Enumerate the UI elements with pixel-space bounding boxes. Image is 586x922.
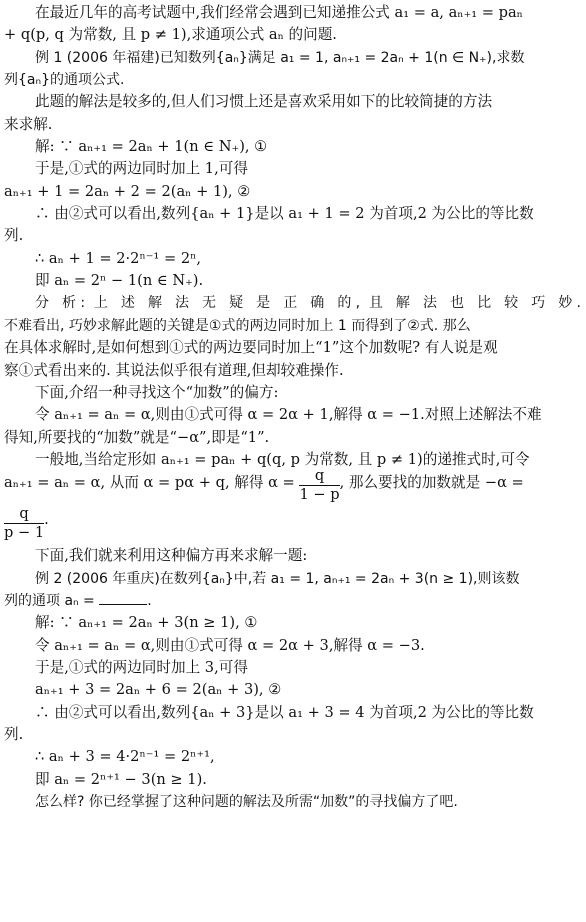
paragraph-line: 下面,介绍一种寻找这个“加数”的偏方:: [35, 383, 279, 401]
paragraph-line: 在具体求解时,是如何想到①式的两边要同时加上“1”这个加数呢? 有人说是观: [4, 339, 498, 357]
fraction-q-over-1-minus-p: [299, 467, 339, 504]
formula-text: , 那么要找的加数就是 −α =: [339, 474, 524, 492]
example-2-text: [4, 590, 581, 612]
equation-line: aₙ₊₁ + 1 = 2aₙ + 2 = 2(aₙ + 1), ②: [4, 182, 251, 200]
solution-line: 解: ∵ aₙ₊₁ = 2aₙ + 3(n ≥ 1), ①: [35, 614, 258, 632]
formula-text: .: [44, 511, 49, 529]
equation-line: 即 aₙ = 2ⁿ⁺¹ − 3(n ≥ 1).: [35, 770, 207, 788]
paragraph-line: 得知,所要找的“加数”就是“−α”,即是“1”.: [4, 428, 270, 446]
fraction-numerator: q: [299, 467, 339, 486]
example-2-heading: 例 2 (2006 年重庆)在数列{aₙ}中,若 a₁ = 1, aₙ₊₁ = 2aₙ + 3(n ≥ 1),则该数: [35, 570, 520, 587]
paragraph-line: 来求解.: [4, 115, 53, 133]
solution-line: 令 aₙ₊₁ = aₙ = α,则由①式可得 α = 2α + 3,解得 α = −3.: [35, 636, 425, 654]
solution-line: 列.: [4, 227, 24, 245]
fraction-numerator: q: [4, 505, 44, 524]
solution-line: ∴ 由②式可以看出,数列{aₙ + 3}是以 a₁ + 3 = 4 为首项,2 为公比的等比数: [35, 703, 534, 721]
example-1-text: 列{aₙ}的通项公式.: [4, 72, 125, 89]
paragraph-line: 此题的解法是较多的,但人们习惯上还是喜欢采用如下的比较简捷的方法: [35, 93, 493, 111]
example-2-tail: 列的通项 aₙ =: [4, 592, 95, 609]
equation-line: ∴ aₙ + 1 = 2·2ⁿ⁻¹ = 2ⁿ,: [35, 249, 202, 267]
paragraph-line: 令 aₙ₊₁ = aₙ = α,则由①式可得 α = 2α + 1,解得 α = −1.对照上述解法不难: [35, 406, 542, 424]
solution-line: 解: ∵ aₙ₊₁ = 2aₙ + 1(n ∈ N₊), ①: [35, 138, 268, 156]
closing-line: 怎么样? 你已经掌握了这种问题的解法及所需“加数”的寻找偏方了吧.: [35, 794, 458, 810]
paragraph-line: 下面,我们就来利用这种偏方再来求解一题:: [35, 547, 308, 565]
formula-text: aₙ₊₁ = aₙ = α, 从而 α = pα + q, 解得 α =: [4, 474, 300, 492]
fraction-denominator: 1 − p: [299, 486, 340, 504]
fraction-formula-line: [4, 505, 581, 545]
analysis-line: 分 析: 上 述 解 法 无 疑 是 正 确 的, 且 解 法 也 比 较 巧 妙.: [35, 295, 581, 312]
period: .: [147, 592, 152, 609]
equation-line: ∴ aₙ + 3 = 4·2ⁿ⁻¹ = 2ⁿ⁺¹,: [35, 748, 215, 766]
equation-line: 即 aₙ = 2ⁿ − 1(n ∈ N₊).: [35, 272, 204, 290]
example-1-heading: 例 1 (2006 年福建)已知数列{aₙ}满足 a₁ = 1, aₙ₊₁ = 2aₙ + 1(n ∈ N₊),求数: [35, 49, 525, 66]
paragraph-line: 在最近几年的高考试题中,我们经常会遇到已知递推公式 a₁ = a, aₙ₊₁ = paₙ: [35, 4, 523, 21]
paragraph-line: 察①式看出来的. 其说法似乎很有道理,但却较难操作.: [4, 361, 344, 379]
solution-line: 于是,①式的两边同时加上 1,可得: [35, 160, 248, 178]
analysis-line: 不难看出, 巧妙求解此题的关键是①式的两边同时加上 1 而得到了②式. 那么: [4, 317, 471, 334]
solution-line: ∴ 由②式可以看出,数列{aₙ + 1}是以 a₁ + 1 = 2 为首项,2 为公比的等比数: [35, 205, 534, 223]
paragraph-line: 一般地,当给定形如 aₙ₊₁ = paₙ + q(q, p 为常数, 且 p ≠ 1)的递推式时,可令: [35, 450, 530, 468]
solution-line: 于是,①式的两边同时加上 3,可得: [35, 658, 248, 676]
fraction-denominator: p − 1: [4, 524, 45, 542]
solution-line: 列.: [4, 725, 24, 743]
answer-blank: [99, 590, 147, 605]
fraction-formula-line: [4, 467, 581, 505]
equation-line: aₙ₊₁ + 3 = 2aₙ + 6 = 2(aₙ + 3), ②: [35, 681, 282, 699]
fraction-q-over-p-minus-1: [4, 505, 44, 542]
paragraph-line: + q(p, q 为常数, 且 p ≠ 1),求通项公式 aₙ 的问题.: [4, 26, 337, 44]
